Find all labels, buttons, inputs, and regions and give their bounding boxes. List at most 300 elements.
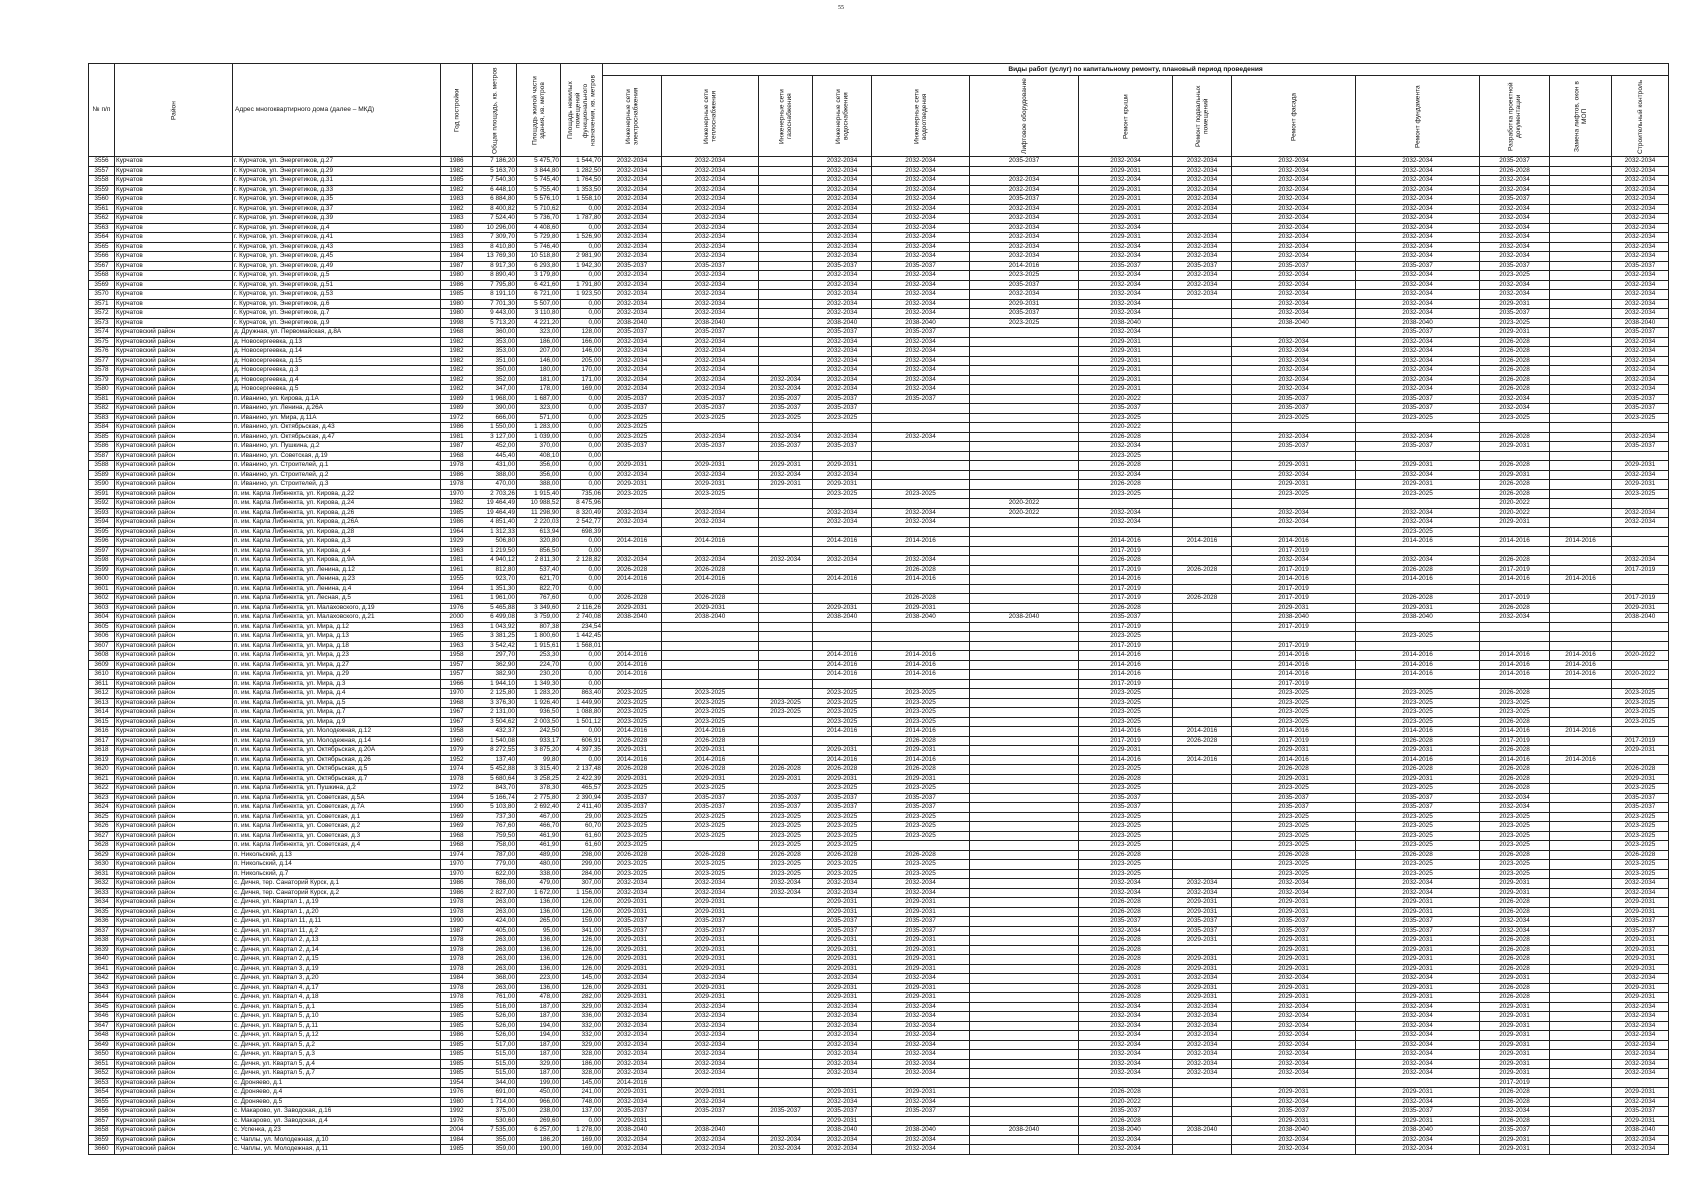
- table-cell: 2032-2034: [1173, 252, 1232, 262]
- table-cell: [1612, 622, 1669, 632]
- table-cell: 2032-2034: [1079, 290, 1173, 300]
- table-cell: с. Дичня, ул. Квартал 5, д.1: [233, 1002, 441, 1012]
- table-cell: 2032-2034: [1612, 888, 1669, 898]
- table-cell: 2026-2028: [1480, 556, 1550, 566]
- table-cell: 1 923,50: [561, 290, 603, 300]
- table-cell: 786,00: [473, 879, 517, 889]
- table-cell: 2023-2025: [872, 831, 970, 841]
- table-cell: [759, 736, 813, 746]
- table-cell: 2029-2031: [1079, 185, 1173, 195]
- table-cell: 2032-2034: [813, 508, 872, 518]
- table-cell: 2032-2034: [603, 366, 662, 376]
- table-cell: 2032-2034: [1232, 280, 1356, 290]
- table-cell: Курчатов: [115, 195, 233, 205]
- table-cell: п. им. Карла Либкнехта, ул. Мира, д.13: [233, 632, 441, 642]
- table-cell: 2032-2034: [813, 385, 872, 395]
- table-cell: 2032-2034: [813, 1012, 872, 1022]
- table-cell: [813, 632, 872, 642]
- table-cell: 1978: [441, 936, 473, 946]
- table-cell: 2026-2028: [1173, 594, 1232, 604]
- table-cell: 2032-2034: [662, 366, 759, 376]
- table-cell: 2032-2034: [1079, 1040, 1173, 1050]
- table-cell: 2017-2019: [1232, 641, 1356, 651]
- table-cell: [759, 1126, 813, 1136]
- table-cell: п. им. Карла Либкнехта, ул. Советская, д.1: [233, 812, 441, 822]
- table-cell: [1232, 451, 1356, 461]
- table-row: [89, 328, 1669, 338]
- table-cell: Курчатов: [115, 299, 233, 309]
- table-cell: 2029-2031: [1356, 746, 1480, 756]
- table-cell: 2020-2022: [1612, 651, 1669, 661]
- table-cell: 2029-2031: [1480, 1002, 1550, 1012]
- table-cell: 1969: [441, 812, 473, 822]
- table-cell: 1978: [441, 983, 473, 993]
- table-cell: Курчатов: [115, 214, 233, 224]
- table-cell: 2032-2034: [970, 242, 1079, 252]
- table-cell: Курчатовский район: [115, 888, 233, 898]
- table-row: [89, 717, 1669, 727]
- table-cell: 2023-2025: [1232, 869, 1356, 879]
- table-cell: 2014-2016: [1356, 651, 1480, 661]
- table-cell: [759, 508, 813, 518]
- table-cell: [1480, 679, 1550, 689]
- table-cell: 307,00: [561, 879, 603, 889]
- table-cell: 2032-2034: [1079, 1012, 1173, 1022]
- table-cell: 2032-2034: [872, 1021, 970, 1031]
- table-cell: 2032-2034: [813, 1040, 872, 1050]
- table-cell: 2014-2016: [603, 670, 662, 680]
- table-cell: 3 381,25: [473, 632, 517, 642]
- table-cell: 2032-2034: [1356, 309, 1480, 319]
- table-cell: Курчатовский район: [115, 660, 233, 670]
- table-cell: 3623: [89, 793, 115, 803]
- table-cell: Курчатовский район: [115, 1021, 233, 1031]
- table-cell: [970, 888, 1079, 898]
- table-cell: 2032-2034: [872, 974, 970, 984]
- table-cell: 2032-2034: [872, 508, 970, 518]
- table-cell: 284,00: [561, 869, 603, 879]
- table-cell: 1978: [441, 898, 473, 908]
- table-cell: [970, 1078, 1079, 1088]
- table-cell: 253,30: [517, 651, 561, 661]
- table-cell: 2017-2019: [1232, 565, 1356, 575]
- table-cell: 2035-2037: [759, 404, 813, 414]
- table-cell: 6 884,80: [473, 195, 517, 205]
- table-cell: 2017-2019: [1612, 594, 1669, 604]
- table-cell: [759, 565, 813, 575]
- table-cell: [970, 651, 1079, 661]
- table-row: [89, 489, 1669, 499]
- table-cell: 1980: [441, 299, 473, 309]
- table-cell: Курчатов: [115, 242, 233, 252]
- table-cell: Курчатовский район: [115, 565, 233, 575]
- table-cell: 2029-2031: [1079, 214, 1173, 224]
- table-cell: 2000: [441, 613, 473, 623]
- table-cell: 1970: [441, 869, 473, 879]
- table-cell: 2023-2025: [1356, 831, 1480, 841]
- table-cell: 2032-2034: [1356, 1059, 1480, 1069]
- table-cell: 3627: [89, 831, 115, 841]
- table-cell: 2014-2016: [872, 755, 970, 765]
- table-cell: 431,00: [473, 461, 517, 471]
- table-cell: 3560: [89, 195, 115, 205]
- table-row: [89, 622, 1669, 632]
- table-cell: 2029-2031: [872, 898, 970, 908]
- table-cell: 2035-2037: [1079, 404, 1173, 414]
- table-cell: 2032-2034: [872, 347, 970, 357]
- table-cell: 1 088,80: [561, 708, 603, 718]
- table-row: [89, 423, 1669, 433]
- table-cell: [1173, 385, 1232, 395]
- table-cell: 2035-2037: [662, 404, 759, 414]
- table-cell: 2035-2037: [662, 803, 759, 813]
- table-cell: 2032-2034: [1173, 271, 1232, 281]
- table-cell: [1173, 869, 1232, 879]
- table-cell: 2014-2016: [1480, 537, 1550, 547]
- table-cell: п. им. Карла Либкнехта, ул. Ленина, д.23: [233, 575, 441, 585]
- table-cell: 3633: [89, 888, 115, 898]
- table-cell: [1173, 831, 1232, 841]
- table-cell: 2029-2031: [872, 774, 970, 784]
- table-cell: 5 475,70: [517, 157, 561, 167]
- table-cell: Курчатовский район: [115, 641, 233, 651]
- table-cell: 2032-2034: [1356, 176, 1480, 186]
- table-cell: 2032-2034: [603, 888, 662, 898]
- table-cell: 2032-2034: [872, 290, 970, 300]
- table-cell: 2032-2034: [662, 233, 759, 243]
- table-cell: [1550, 708, 1612, 718]
- table-cell: [1480, 451, 1550, 461]
- table-cell: 3558: [89, 176, 115, 186]
- table-cell: 3637: [89, 926, 115, 936]
- table-cell: 2023-2025: [603, 812, 662, 822]
- table-cell: 863,40: [561, 689, 603, 699]
- table-cell: [1550, 879, 1612, 889]
- table-cell: [970, 936, 1079, 946]
- table-cell: с. Макарово, ул. Заводская, д.4: [233, 1116, 441, 1126]
- table-row: [89, 708, 1669, 718]
- table-cell: 515,00: [473, 1069, 517, 1079]
- table-cell: 3646: [89, 1012, 115, 1022]
- table-cell: Курчатов: [115, 166, 233, 176]
- table-cell: п. им. Карла Либкнехта, ул. Молодежная, д.12: [233, 727, 441, 737]
- table-cell: [1550, 698, 1612, 708]
- col-work-6: Ремонт крыши: [1079, 76, 1173, 157]
- table-cell: 2023-2025: [813, 689, 872, 699]
- table-cell: 822,70: [517, 584, 561, 594]
- table-cell: 2029-2031: [1480, 888, 1550, 898]
- table-cell: 3589: [89, 470, 115, 480]
- table-cell: 787,00: [473, 850, 517, 860]
- table-cell: 1 968,00: [473, 394, 517, 404]
- table-cell: 2032-2034: [1232, 1050, 1356, 1060]
- table-cell: п. Иванино, ул. Мира, д.11А: [233, 413, 441, 423]
- table-cell: 3641: [89, 964, 115, 974]
- table-cell: 2035-2037: [1480, 157, 1550, 167]
- table-cell: Курчатовский район: [115, 451, 233, 461]
- table-cell: 2023-2025: [1232, 708, 1356, 718]
- table-cell: [970, 736, 1079, 746]
- table-cell: 5 729,80: [517, 233, 561, 243]
- table-cell: Курчатовский район: [115, 670, 233, 680]
- table-cell: 2032-2034: [603, 518, 662, 528]
- table-cell: 3 349,60: [517, 603, 561, 613]
- table-cell: [1173, 337, 1232, 347]
- table-cell: [603, 546, 662, 556]
- table-cell: 2023-2025: [1480, 318, 1550, 328]
- table-cell: 2032-2034: [813, 974, 872, 984]
- table-cell: 452,00: [473, 442, 517, 452]
- table-cell: 2038-2040: [662, 1126, 759, 1136]
- table-cell: с. Дичня, тер. Санаторий Курск, д.2: [233, 888, 441, 898]
- table-cell: 1 714,00: [473, 1097, 517, 1107]
- table-cell: 2023-2025: [759, 708, 813, 718]
- table-cell: 2035-2037: [1079, 793, 1173, 803]
- table-cell: 2023-2025: [1232, 831, 1356, 841]
- table-cell: 1974: [441, 765, 473, 775]
- table-cell: [1550, 1050, 1612, 1060]
- table-cell: 2023-2025: [872, 869, 970, 879]
- table-cell: 2023-2025: [1612, 812, 1669, 822]
- table-cell: 2032-2034: [1173, 1031, 1232, 1041]
- table-cell: 3600: [89, 575, 115, 585]
- table-cell: 1985: [441, 508, 473, 518]
- table-cell: 2032-2034: [603, 385, 662, 395]
- table-row: [89, 670, 1669, 680]
- table-cell: 0,00: [561, 480, 603, 490]
- table-cell: 478,00: [517, 993, 561, 1003]
- table-cell: [759, 1012, 813, 1022]
- table-cell: [970, 1088, 1079, 1098]
- table-cell: 2029-2031: [1079, 366, 1173, 376]
- table-row: [89, 1050, 1669, 1060]
- table-cell: [970, 926, 1079, 936]
- table-cell: 2032-2034: [1612, 1021, 1669, 1031]
- table-cell: 2032-2034: [1173, 214, 1232, 224]
- table-cell: [1550, 176, 1612, 186]
- table-cell: 2029-2031: [1079, 166, 1173, 176]
- table-cell: 3622: [89, 784, 115, 794]
- table-cell: 758,00: [473, 841, 517, 851]
- table-cell: [1550, 689, 1612, 699]
- table-cell: [1550, 1021, 1612, 1031]
- table-cell: 2014-2016: [662, 755, 759, 765]
- table-cell: 2023-2025: [603, 423, 662, 433]
- table-cell: 3609: [89, 660, 115, 670]
- table-row: [89, 964, 1669, 974]
- table-cell: 2023-2025: [662, 708, 759, 718]
- table-cell: 2026-2028: [1079, 936, 1173, 946]
- table-cell: 2032-2034: [813, 518, 872, 528]
- table-cell: п. им. Карла Либкнехта, ул. Октябрьская, д.26: [233, 755, 441, 765]
- table-cell: п. Никольский, д.14: [233, 860, 441, 870]
- table-cell: 263,00: [473, 907, 517, 917]
- table-cell: 241,00: [561, 1088, 603, 1098]
- table-cell: п. Никольский, д.13: [233, 850, 441, 860]
- table-cell: Курчатовский район: [115, 784, 233, 794]
- table-cell: 2032-2034: [662, 470, 759, 480]
- table-cell: 2032-2034: [813, 214, 872, 224]
- table-cell: 3587: [89, 451, 115, 461]
- table-cell: 2032-2034: [1356, 299, 1480, 309]
- table-cell: 2032-2034: [1612, 1040, 1669, 1050]
- table-cell: п. Иванино, ул. Кирова, д.1А: [233, 394, 441, 404]
- table-cell: 2029-2031: [1612, 461, 1669, 471]
- table-cell: 2032-2034: [813, 556, 872, 566]
- table-cell: 263,00: [473, 964, 517, 974]
- table-cell: 2029-2031: [1612, 945, 1669, 955]
- table-cell: 2032-2034: [1079, 1050, 1173, 1060]
- table-cell: 2032-2034: [662, 518, 759, 528]
- table-cell: 2023-2025: [1356, 869, 1480, 879]
- table-cell: 7 540,30: [473, 176, 517, 186]
- table-cell: 329,00: [517, 1059, 561, 1069]
- table-cell: 2038-2040: [1356, 318, 1480, 328]
- table-cell: 2029-2031: [1356, 945, 1480, 955]
- table-cell: [1550, 1097, 1612, 1107]
- table-cell: 1982: [441, 204, 473, 214]
- table-cell: 3601: [89, 584, 115, 594]
- table-cell: 2023-2025: [1232, 489, 1356, 499]
- table-cell: 3566: [89, 252, 115, 262]
- table-cell: 2032-2034: [1079, 926, 1173, 936]
- table-cell: [1550, 1088, 1612, 1098]
- table-cell: [970, 1021, 1079, 1031]
- table-cell: 2032-2034: [1232, 290, 1356, 300]
- table-cell: 2014-2016: [603, 660, 662, 670]
- table-cell: 1978: [441, 955, 473, 965]
- table-cell: 2032-2034: [603, 195, 662, 205]
- table-cell: 2029-2031: [1480, 442, 1550, 452]
- table-cell: 336,00: [561, 1012, 603, 1022]
- table-cell: 2032-2034: [1356, 166, 1480, 176]
- table-cell: 2038-2040: [662, 318, 759, 328]
- table-cell: 1 961,00: [473, 594, 517, 604]
- table-cell: 923,70: [473, 575, 517, 585]
- table-cell: 2029-2031: [662, 746, 759, 756]
- table-cell: 1986: [441, 888, 473, 898]
- table-cell: [759, 974, 813, 984]
- table-cell: [1173, 489, 1232, 499]
- table-cell: 2023-2025: [872, 860, 970, 870]
- table-cell: 2035-2037: [970, 195, 1079, 205]
- table-cell: 3604: [89, 613, 115, 623]
- table-cell: 2035-2037: [603, 394, 662, 404]
- table-cell: [1550, 556, 1612, 566]
- table-cell: 2026-2028: [872, 565, 970, 575]
- table-cell: 187,00: [517, 1012, 561, 1022]
- col-address: Адрес многоквартирного дома (далее – МКД): [233, 64, 441, 157]
- table-cell: [970, 594, 1079, 604]
- table-cell: 2017-2019: [1480, 1078, 1550, 1088]
- table-cell: Курчатовский район: [115, 679, 233, 689]
- table-cell: 2032-2034: [1232, 337, 1356, 347]
- table-cell: с. Дичня, тер. Санаторий Курск, д.1: [233, 879, 441, 889]
- table-cell: 2 128,82: [561, 556, 603, 566]
- table-cell: 2032-2034: [1480, 185, 1550, 195]
- table-cell: 2026-2028: [1079, 983, 1173, 993]
- table-cell: 1970: [441, 860, 473, 870]
- table-cell: 2026-2028: [1480, 356, 1550, 366]
- table-cell: [662, 499, 759, 509]
- table-cell: п. им. Карла Либкнехта, ул. Советская, д.4: [233, 841, 441, 851]
- table-cell: [970, 1135, 1079, 1145]
- table-cell: [1173, 394, 1232, 404]
- table-cell: [1550, 489, 1612, 499]
- table-cell: 2032-2034: [603, 1145, 662, 1155]
- table-cell: [970, 1145, 1079, 1155]
- table-cell: п. Иванино, ул. Строителей, д.3: [233, 480, 441, 490]
- table-cell: 3655: [89, 1097, 115, 1107]
- table-cell: [1612, 537, 1669, 547]
- table-cell: 2029-2031: [1612, 1088, 1669, 1098]
- table-cell: 6 257,00: [517, 1126, 561, 1136]
- table-cell: 2032-2034: [1232, 1031, 1356, 1041]
- table-cell: 2035-2037: [603, 803, 662, 813]
- table-cell: [1550, 793, 1612, 803]
- table-cell: 2029-2031: [813, 936, 872, 946]
- table-cell: [970, 461, 1079, 471]
- table-cell: 2023-2025: [872, 689, 970, 699]
- table-row: [89, 394, 1669, 404]
- table-cell: 2032-2034: [1612, 252, 1669, 262]
- table-cell: 2035-2037: [970, 280, 1079, 290]
- table-cell: 1 787,80: [561, 214, 603, 224]
- table-cell: 767,60: [473, 822, 517, 832]
- table-row: [89, 337, 1669, 347]
- table-cell: 1972: [441, 784, 473, 794]
- table-cell: 3648: [89, 1031, 115, 1041]
- table-cell: [1173, 698, 1232, 708]
- table-cell: 3615: [89, 717, 115, 727]
- table-cell: п. им. Карла Либкнехта, ул. Кирова, д.28: [233, 527, 441, 537]
- table-cell: д. Новосергеевка, д.3: [233, 366, 441, 376]
- table-cell: [759, 613, 813, 623]
- table-cell: 2032-2034: [872, 1097, 970, 1107]
- table-cell: 3660: [89, 1145, 115, 1155]
- table-cell: 2026-2028: [1079, 945, 1173, 955]
- table-cell: 2032-2034: [603, 166, 662, 176]
- table-cell: 3594: [89, 518, 115, 528]
- table-cell: 3568: [89, 271, 115, 281]
- table-cell: [1173, 1088, 1232, 1098]
- table-row: [89, 993, 1669, 1003]
- table-cell: [1612, 755, 1669, 765]
- table-cell: 2017-2019: [1079, 622, 1173, 632]
- table-row: [89, 1116, 1669, 1126]
- table-cell: 2026-2028: [813, 765, 872, 775]
- table-cell: 2029-2031: [603, 480, 662, 490]
- table-cell: 3564: [89, 233, 115, 243]
- table-cell: 2026-2028: [1079, 603, 1173, 613]
- table-cell: 2032-2034: [1232, 1012, 1356, 1022]
- table-cell: 2014-2016: [1550, 670, 1612, 680]
- table-cell: 2029-2031: [1480, 518, 1550, 528]
- col-work-7: Ремонт подвальных помещений: [1173, 76, 1232, 157]
- table-cell: 2035-2037: [1356, 394, 1480, 404]
- table-cell: 344,00: [473, 1078, 517, 1088]
- table-cell: Курчатов: [115, 318, 233, 328]
- table-cell: 126,00: [561, 898, 603, 908]
- table-cell: 2035-2037: [1356, 917, 1480, 927]
- table-cell: 2026-2028: [872, 736, 970, 746]
- table-cell: с. Дичня, ул. Квартал 5, д.2: [233, 1040, 441, 1050]
- table-cell: 0,00: [561, 537, 603, 547]
- table-cell: 2026-2028: [1480, 603, 1550, 613]
- table-cell: 2026-2028: [1079, 480, 1173, 490]
- table-cell: 1984: [441, 974, 473, 984]
- table-cell: 3 542,42: [473, 641, 517, 651]
